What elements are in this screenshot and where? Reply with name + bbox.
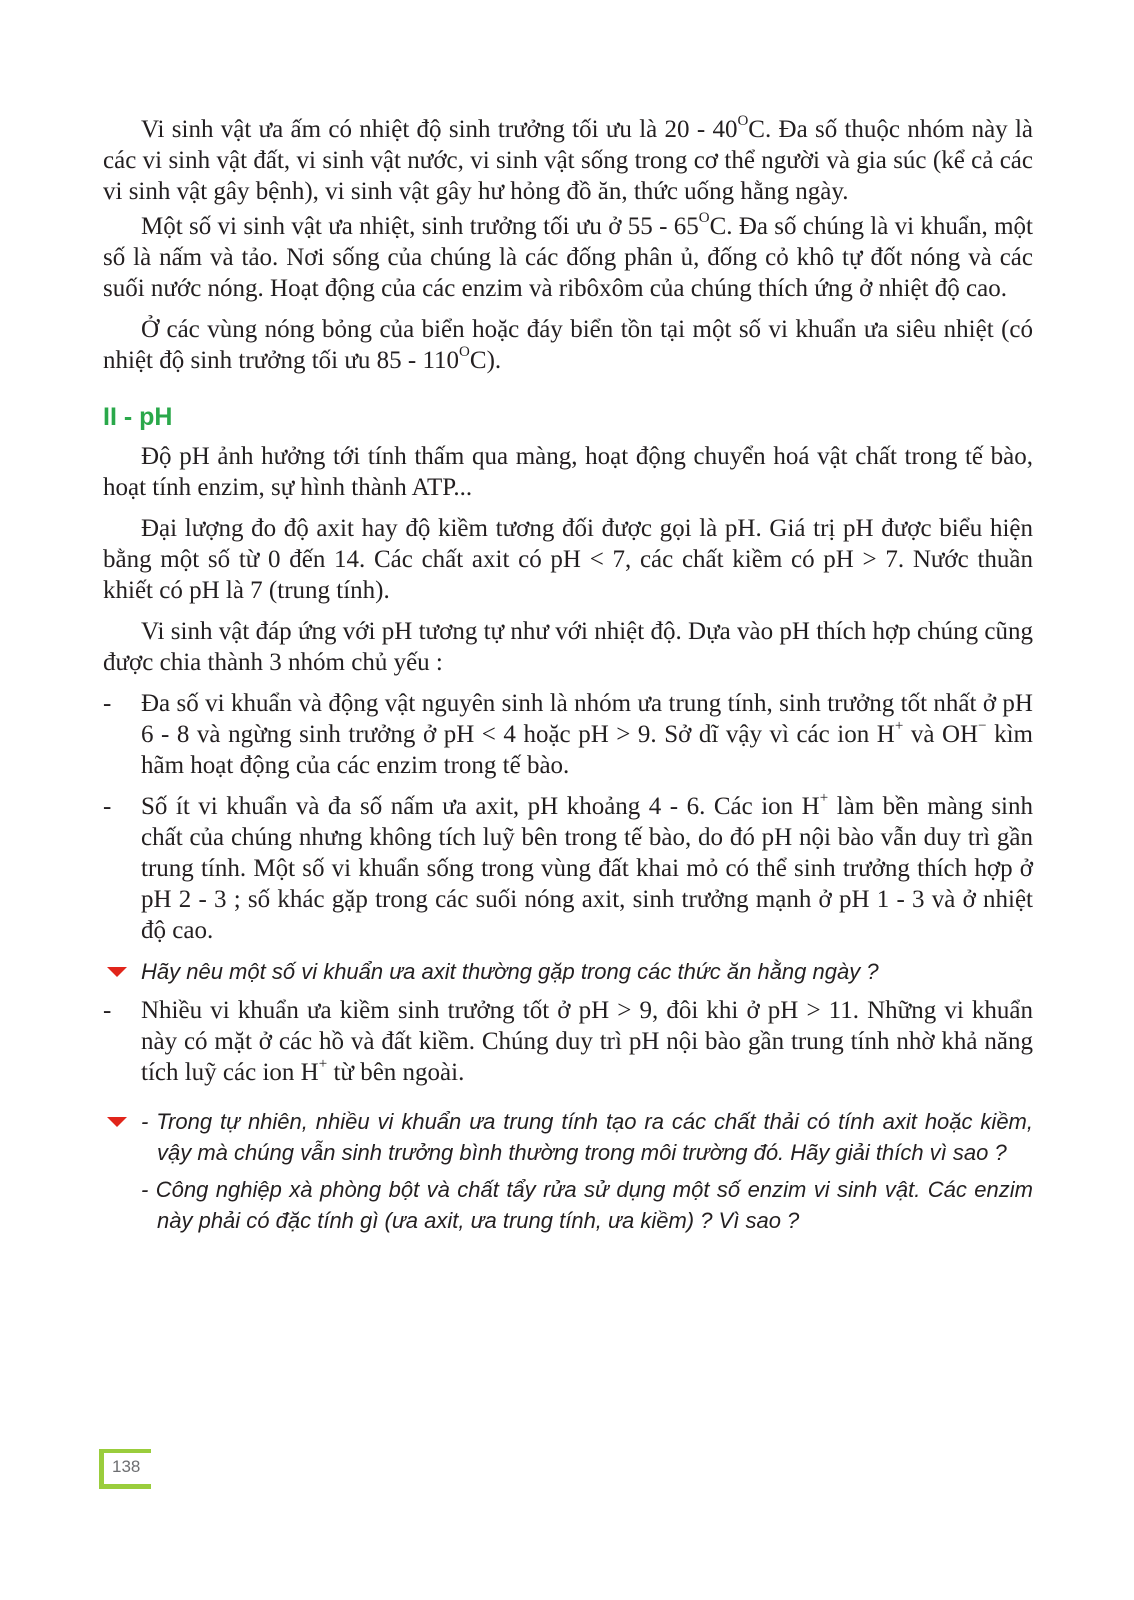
paragraph-hyperthermophiles: Ở các vùng nóng bỏng của biển hoặc đáy biển tồn tại một số vi khuẩn ưa siêu nhiệt (có nhiệt độ sinh trưởng tối ưu $85 - 110^OC$). — [103, 316, 1033, 374]
paragraph-warm-microbes: Vi sinh vật ưa ấm có nhiệt độ sinh trưởng tối ưu là $20 - 40^OC$. Đa số thuộc nhóm này là các vi sinh vật đất, vi sinh vật nước, vi sinh vật sống trong cơ thể người và gia súc (kể cả các vi sinh vật gây bệnh), vi sinh vật gây hư hỏng đồ ăn, thức uống hằng ngày. — [103, 112, 1033, 205]
page-number-frame — [99, 1449, 151, 1489]
page-number: 138 — [112, 1457, 141, 1476]
list-item-acidophiles: - Số ít vi khuẩn và đa số nấm ưa axit, pH khoảng 4 - 6. Các ion H+ làm bền màng sinh chất của chúng nhưng không tích luỹ bên trong tế bào, do đó pH nội bào vẫn duy trì gần trung tính. Một số vi khuẩn sống trong vùng đất khai mỏ có thể sinh trưởng thích hợp ở pH 2 - 3 ; số khác gặp trong các suối nóng axit, sinh trưởng mạnh ở pH 1 - 3 và ở nhiệt độ cao. — [103, 789, 1033, 944]
question-line: - Trong tự nhiên, nhiều vi khuẩn ưa trung tính tạo ra các chất thải có tính axit hoặc kiềm, vậy mà chúng vẫn sinh trưởng bình thường trong môi trường đó. Hãy giải thích vì sao ? — [141, 1109, 1033, 1165]
paragraph-ph-definition: Đại lượng đo độ axit hay độ kiềm tương đối được gọi là pH. Giá trị pH được biểu hiện bằng một số từ 0 đến 14. Các chất axit có pH < 7, các chất kiềm có pH > 7. Nước thuần khiết có pH là 7 (trung tính). — [103, 515, 1033, 604]
paragraph-ph-groups: Vi sinh vật đáp ứng với pH tương tự như với nhiệt độ. Dựa vào pH thích hợp chúng cũng được chia thành 3 nhóm chủ yếu : — [103, 618, 1033, 676]
red-triangle-icon — [107, 967, 127, 977]
list-item-alkaliphiles: - Nhiều vi khuẩn ưa kiềm sinh trưởng tốt ở pH > 9, đôi khi ở pH > 11. Những vi khuẩn này có mặt ở các hồ và đất kiềm. Chúng duy trì pH nội bào gần trung tính nhờ khả năng tích luỹ các ion H+ từ bên ngoài. — [103, 997, 1033, 1086]
list-dash: - — [103, 690, 112, 717]
red-triangle-icon — [107, 1117, 127, 1127]
page-number-bar — [99, 1449, 151, 1453]
question-acid-bacteria: Hãy nêu một số vi khuẩn ưa axit thường gặp trong các thức ăn hằng ngày ? — [103, 956, 1033, 987]
paragraph-thermophiles: Một số vi sinh vật ưa nhiệt, sinh trưởng tối ưu ở $55 - 65^OC$. Đa số chúng là vi khuẩn, một số là nấm và tảo. Nơi sống của chúng là các đống phân ủ, đống cỏ khô tự đốt nóng và các suối nước nóng. Hoạt động của các enzim và ribôxôm của chúng thích ứng ở nhiệt độ cao. — [103, 209, 1033, 302]
page-content — [103, 114, 1033, 1250]
question-line: - Công nghiệp xà phòng bột và chất tẩy rửa sử dụng một số enzim vi sinh vật. Các enzim này phải có đặc tính gì (ưa axit, ưa trung tính, ưa kiềm) ? Vì sao ? — [141, 1177, 1033, 1233]
list-item-neutrophiles: - Đa số vi khuẩn và động vật nguyên sinh là nhóm ưa trung tính, sinh trưởng tốt nhất ở pH 6 - 8 và ngừng sinh trưởng ở pH < 4 hoặc pH > 9. Sở dĩ vậy vì các ion H+ và OH− kìm hãm hoạt động của các enzim trong tế bào. — [103, 690, 1033, 779]
question-neutral-waste — [103, 1106, 1033, 1242]
section-heading-ph: II - pH — [103, 403, 173, 431]
list-dash: - — [103, 793, 112, 820]
list-dash: - — [103, 997, 112, 1024]
paragraph-ph-influence: Độ pH ảnh hưởng tới tính thấm qua màng, hoạt động chuyển hoá vật chất trong tế bào, hoạt tính enzim, sự hình thành ATP... — [103, 443, 1033, 501]
